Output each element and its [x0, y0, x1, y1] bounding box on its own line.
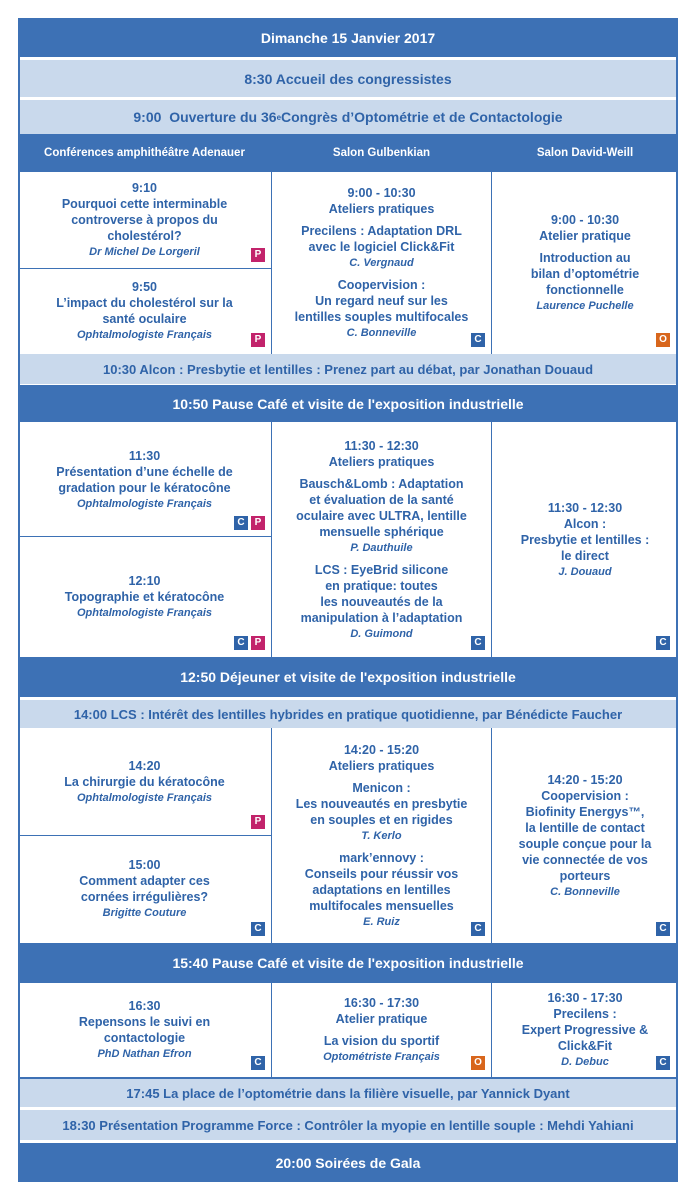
session-1-c2	[272, 172, 491, 353]
lunch-band: 12:50 Déjeuner et visite de l'exposition industrielle	[18, 657, 678, 697]
frame-left	[18, 18, 20, 1182]
title-line: Repensons le suivi en	[78, 1015, 211, 1029]
speaker: P. Dauthuile	[350, 541, 413, 554]
time: 9:10	[131, 181, 158, 195]
session-4-c1	[18, 984, 271, 1076]
title-line: L’impact du cholestérol sur la	[56, 296, 233, 310]
badges	[471, 636, 485, 650]
speaker: C. Vergnaud	[349, 256, 414, 269]
coffee-break-2: 15:40 Pause Café et visite de l'exposition industrielle	[18, 943, 678, 983]
badge-p: P	[251, 516, 265, 530]
time: 11:30	[128, 448, 161, 463]
badge-o: O	[656, 333, 670, 347]
speaker: Ophtalmologiste Français	[76, 606, 213, 619]
badge-c: C	[251, 1056, 265, 1070]
badges	[656, 636, 670, 650]
title-line: La vision du sportif	[323, 1034, 440, 1048]
speaker: Ophtalmologiste Français	[76, 329, 213, 341]
title-line: Présentation d’une échelle de	[56, 464, 233, 479]
title-line: Presbytie et lentilles :	[520, 532, 650, 547]
speaker: D. Debuc	[561, 1056, 609, 1068]
time: 16:30 - 17:30	[343, 996, 420, 1010]
title-line: en souples et en rigides	[310, 812, 453, 827]
badge-c: C	[471, 922, 485, 936]
badge-c: C	[251, 922, 265, 936]
time: 16:30 - 17:30	[547, 991, 623, 1005]
schedule-table	[18, 18, 678, 1182]
opening-post: Congrès d’Optométrie et de Contactologie	[281, 109, 563, 125]
session-4-c2	[272, 984, 491, 1076]
divider	[271, 422, 272, 657]
title-line: Alcon :	[563, 516, 607, 531]
gala-band: 20:00 Soirées de Gala	[18, 1143, 678, 1182]
title-line: multifocales mensuelles	[309, 898, 454, 913]
title-line: mensuelle sphérique	[319, 524, 444, 539]
title-line: en pratique: toutes	[325, 578, 438, 593]
title-line: Coopervision :	[541, 788, 629, 803]
speaker: Dr Michel De Lorgeril	[89, 246, 200, 258]
speaker: PhD Nathan Efron	[97, 1048, 192, 1060]
session-1-c1a	[18, 172, 271, 268]
title-line: oculaire avec ULTRA, lentille	[296, 508, 467, 523]
title-line: mark’ennovy :	[339, 850, 424, 865]
title-line: la lentille de contact	[525, 820, 645, 835]
session-3-c2	[272, 729, 491, 942]
title-line: controverse à propos du	[71, 213, 218, 227]
session-1-c3	[492, 172, 678, 353]
frame-right	[676, 18, 678, 1182]
session-4-c3	[492, 984, 678, 1076]
lcs-band: 14:00 LCS : Intérêt des lentilles hybrides en pratique quotidienne, par Bénédicte Faucher	[18, 700, 678, 728]
session-3-c3	[492, 729, 678, 942]
time: 11:30 - 12:30	[547, 500, 623, 515]
time: 9:00 - 10:30	[347, 185, 416, 200]
badges	[251, 333, 265, 347]
title-line: Menicon :	[352, 780, 411, 795]
badges	[251, 248, 265, 262]
time: 12:10	[128, 573, 161, 588]
title-line: Topographie et kératocône	[64, 589, 225, 604]
badge-c: C	[471, 636, 485, 650]
badges	[234, 516, 265, 530]
alcon-band: 10:30 Alcon : Presbytie et lentilles : Prenez part au débat, par Jonathan Douaud	[18, 354, 678, 384]
speaker: D. Guimond	[350, 627, 413, 640]
speaker: J. Douaud	[558, 565, 612, 578]
title-line: Conseils pour réussir vos	[304, 866, 459, 881]
time: 11:30 - 12:30	[344, 438, 419, 453]
badges	[656, 1056, 670, 1070]
title-line: avec le logiciel Click&Fit	[308, 239, 455, 254]
title-line: contactologie	[103, 1031, 186, 1045]
time: 14:20 - 15:20	[343, 742, 420, 757]
title-line: Precilens :	[553, 1007, 617, 1021]
kind: Atelier pratique	[539, 228, 631, 243]
divider	[18, 536, 271, 537]
time: 16:30	[128, 999, 161, 1013]
speaker: T. Kerlo	[361, 829, 402, 842]
title-line: lentilles souples multifocales	[294, 309, 469, 324]
divider	[18, 268, 271, 269]
badge-p: P	[251, 636, 265, 650]
title-line: LCS : EyeBrid silicone	[314, 562, 449, 577]
divider	[271, 728, 272, 943]
session-2-c2	[272, 423, 491, 656]
badge-c: C	[234, 636, 248, 650]
speaker: Laurence Puchelle	[536, 299, 634, 312]
badges	[251, 1056, 265, 1070]
badge-c: C	[656, 636, 670, 650]
kind: Ateliers pratiques	[328, 454, 435, 469]
badges	[234, 636, 265, 650]
session-3-c1b	[18, 836, 271, 942]
opening-band	[18, 100, 678, 134]
title-line: Les nouveautés en presbytie	[295, 796, 468, 811]
column-header-gulbenkian: Salon Gulbenkian	[272, 134, 491, 172]
time: 9:00 - 10:30	[550, 212, 620, 227]
divider	[18, 1077, 678, 1079]
day-title: Dimanche 15 Janvier 2017	[18, 18, 678, 57]
column-header-david-weill: Salon David-Weill	[492, 134, 678, 172]
divider	[491, 983, 492, 1077]
badges	[251, 922, 265, 936]
opening-sup: e	[276, 112, 282, 122]
badge-p: P	[251, 815, 265, 829]
speaker: Optométriste Français	[323, 1051, 440, 1063]
title-line: adaptations en lentilles	[312, 882, 451, 897]
title-line: manipulation à l’adaptation	[300, 610, 463, 625]
speaker: C. Bonneville	[346, 326, 417, 339]
title-line: Click&Fit	[557, 1039, 613, 1053]
title-line: bilan d’optométrie	[530, 266, 640, 281]
divider	[271, 983, 272, 1077]
talk-1830-band: 18:30 Présentation Programme Force : Contrôler la myopie en lentille souple : Mehdi Yahiani	[18, 1110, 678, 1140]
title-line: le direct	[561, 548, 609, 563]
badge-c: C	[471, 333, 485, 347]
title-line: et évaluation de la santé	[309, 492, 454, 507]
time: 14:20 - 15:20	[547, 772, 623, 787]
title-line: Coopervision :	[337, 277, 426, 292]
welcome-band: 8:30 Accueil des congressistes	[18, 60, 678, 97]
kind: Ateliers pratiques	[328, 758, 435, 773]
title-line: vie connectée de vos	[522, 852, 648, 867]
opening-pre: Ouverture du 36	[169, 109, 277, 125]
speaker: Brigitte Couture	[102, 907, 187, 919]
kind: Ateliers pratiques	[328, 201, 435, 216]
title-line: porteurs	[559, 868, 611, 883]
title-line: Biofinity Energys™,	[525, 804, 645, 819]
time: 15:00	[128, 858, 161, 872]
title-line: Precilens : Adaptation DRL	[301, 223, 462, 238]
session-3-c1a	[18, 729, 271, 835]
title-line: souple conçue pour la	[518, 836, 652, 851]
badges	[656, 333, 670, 347]
kind: Atelier pratique	[335, 1012, 428, 1026]
speaker: Ophtalmologiste Français	[76, 792, 213, 804]
divider	[18, 835, 271, 836]
opening-time: 9:00	[133, 109, 162, 125]
column-header-adenauer: Conférences amphithéâtre Adenauer	[18, 134, 271, 172]
session-1-c1b	[18, 269, 271, 353]
badge-p: P	[251, 248, 265, 262]
badge-p: P	[251, 333, 265, 347]
title-line: gradation pour le kératocône	[58, 480, 231, 495]
speaker: C. Bonneville	[550, 885, 620, 898]
badges	[251, 815, 265, 829]
divider	[491, 134, 492, 354]
badge-c: C	[656, 922, 670, 936]
badges	[471, 1056, 485, 1070]
title-line: Comment adapter ces	[79, 874, 210, 888]
divider	[491, 422, 492, 657]
speaker: Ophtalmologiste Français	[76, 497, 213, 510]
title-line: Bausch&Lomb : Adaptation	[299, 476, 464, 491]
speaker: E. Ruiz	[363, 915, 400, 928]
time: 14:20	[128, 759, 161, 773]
session-2-c3	[492, 423, 678, 656]
title-line: Introduction au	[539, 250, 631, 265]
time: 9:50	[131, 280, 158, 294]
title-line: La chirurgie du kératocône	[64, 775, 225, 789]
coffee-break-1: 10:50 Pause Café et visite de l'exposition industrielle	[18, 385, 678, 422]
title-line: fonctionnelle	[546, 282, 624, 297]
talk-1745-band: 17:45 La place de l’optométrie dans la filière visuelle, par Yannick Dyant	[18, 1079, 678, 1107]
title-line: Expert Progressive &	[521, 1023, 649, 1037]
badges	[471, 922, 485, 936]
badges	[471, 333, 485, 347]
divider	[491, 728, 492, 943]
title-line: les nouveautés de la	[320, 594, 443, 609]
divider	[271, 134, 272, 354]
badge-o: O	[471, 1056, 485, 1070]
title-line: Pourquoi cette interminable	[61, 197, 228, 211]
title-line: santé oculaire	[102, 312, 187, 326]
badge-c: C	[234, 516, 248, 530]
badge-c: C	[656, 1056, 670, 1070]
title-line: Un regard neuf sur les	[315, 293, 448, 308]
badges	[656, 922, 670, 936]
title-line: cholestérol?	[107, 229, 182, 243]
title-line: cornées irrégulières?	[80, 890, 209, 904]
